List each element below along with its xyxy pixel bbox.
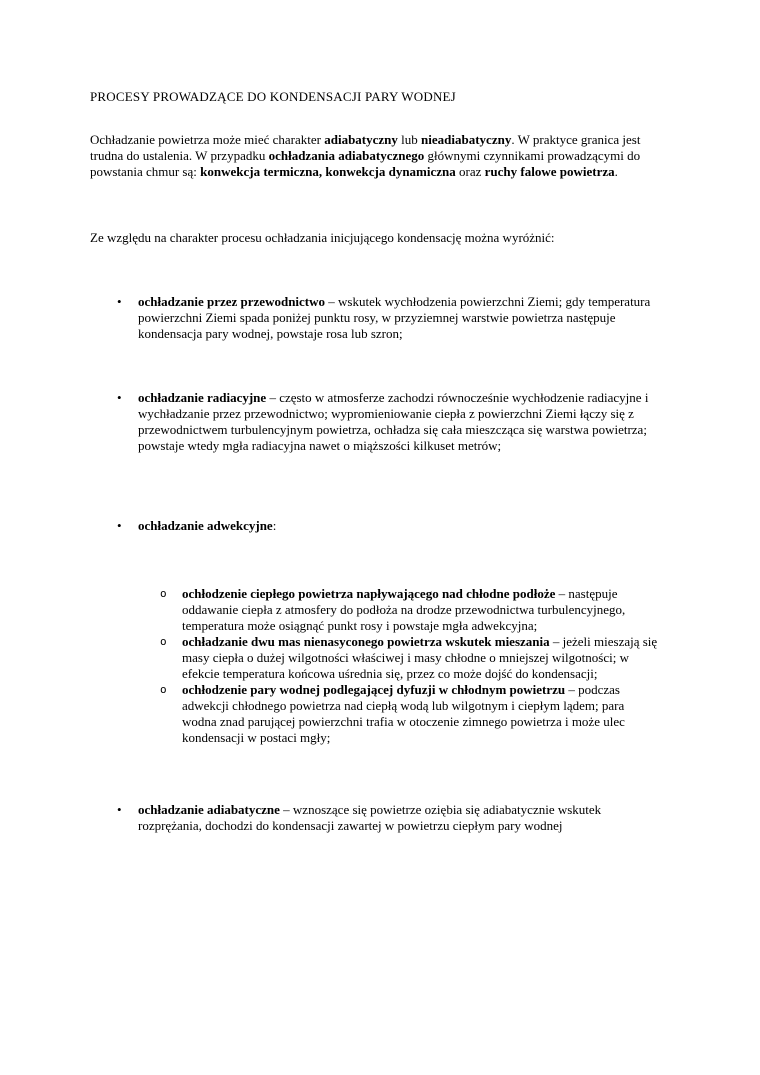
- page-title: PROCESY PROWADZĄCE DO KONDENSACJI PARY WODNEJ: [90, 89, 456, 104]
- intro-paragraph: Ochładzanie powietrza może mieć charakter adiabatyczny lub nieadiabatyczny. W praktyce granica jest trudna do ustalenia. W przypadku ochładzania adiabatycznego głównymi czynnikami prowadzącymi do powstania chmur są: konwekcja termiczna, konwekcja dynamiczna oraz ruchy falowe powietrza.: [90, 132, 641, 179]
- list-item-bold: ochładzanie adwekcyjne: [138, 518, 273, 533]
- sub-list-item-bold: ochłodzenie ciepłego powietrza napływającego nad chłodne podłoże: [182, 586, 556, 601]
- sub-list-item-text: – podczas adwekcji chłodnego powietrza nad ciepłą wodą lub wilgotnym i ciepłym lądem; para wodna znad parującej powierzchni trafia w otoczenie zimnego powietrza i może ulec kondensacji w postaci mgły;: [182, 682, 625, 745]
- lead-line: Ze względu na charakter procesu ochładzania inicjującego kondensację można wyróżnić:: [90, 230, 555, 245]
- list-item: [90, 802, 668, 834]
- list-item-bold: ochładzanie adiabatyczne: [138, 802, 280, 817]
- list-item-text: – wznoszące się powietrze oziębia się adiabatycznie wskutek rozprężania, dochodzi do kondensacji zawartej w powietrzu ciepłym pary wodnej: [138, 802, 602, 833]
- bullet-icon: •: [117, 294, 122, 309]
- bullet-icon: •: [117, 802, 122, 817]
- list-item: [90, 390, 668, 454]
- list-item-bold: ochładzanie radiacyjne: [138, 390, 267, 405]
- sub-bullet-icon: o: [160, 635, 167, 648]
- sub-list-item-text: – następuje oddawanie ciepła z atmosfery do podłoża na drodze przewodnictwa turbulencyjnego, temperatura może osiągnąć punkt rosy i powstaje mgła adwekcyjna;: [182, 586, 626, 633]
- list-item: [90, 294, 668, 342]
- sub-list-item: [138, 634, 662, 682]
- sub-list-item-text: – jeżeli mieszają się masy ciepła o dużej wilgotności właściwej i masy chłodne o mniejszej wilgotności; w efekcie temperatura końcowa uśrednia się, przez co może dojść do kondensacji;: [182, 634, 658, 681]
- list-item-text: – wskutek wychłodzenia powierzchni Ziemi; gdy temperatura powierzchni Ziemi spada poniżej punktu rosy, w przyziemnej warstwie powietrza następuje kondensacja pary wodnej, powstaje rosa lub szron;: [138, 294, 651, 341]
- list-item: [90, 518, 668, 746]
- list-item-text: – często w atmosferze zachodzi równocześnie wychłodzenie radiacyjne i wychładzanie przez przewodnictwo; wypromieniowanie ciepła z powierzchni Ziemi łączy się z przewodnictwem turbulencyjnym powietrza, ochładza się cała mieszcząca się warstwa powietrza; powstaje wtedy mgła radiacyjna nawet o miąższości kilkuset metrów;: [138, 390, 649, 453]
- sub-bullet-icon: o: [160, 683, 167, 696]
- bullet-list: [90, 294, 674, 834]
- sub-list-item: [138, 586, 662, 634]
- sub-list-item: [138, 682, 662, 746]
- bullet-icon: •: [117, 518, 122, 533]
- sub-bullet-icon: o: [160, 587, 167, 600]
- list-item-bold: ochładzanie przez przewodnictwo: [138, 294, 326, 309]
- bullet-icon: •: [117, 390, 122, 405]
- sub-bullet-list: [138, 586, 668, 746]
- sub-list-item-bold: ochłodzenie pary wodnej podlegającej dyfuzji w chłodnym powietrzu: [182, 682, 566, 697]
- sub-list-item-bold: ochładzanie dwu mas nienasyconego powietrza wskutek mieszania: [182, 634, 550, 649]
- list-item-text: :: [272, 518, 277, 533]
